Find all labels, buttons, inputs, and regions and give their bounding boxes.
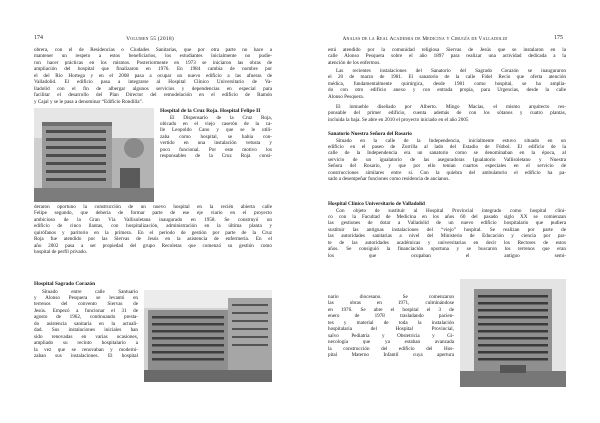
left-intro-lines — [34, 47, 272, 105]
clinico-heading: Hospital Clínico Universitario de Valladolid — [328, 201, 425, 207]
right-page — [300, 0, 600, 423]
text-line: edificio de cinco llantas, con hospitalización, administración en la última planta y — [34, 223, 272, 230]
text-line: Felipe segundo, que debería de formar parte de ese eje viario en el proyecto — [34, 210, 272, 217]
text-line: Con objeto de sustituir al Hospital Provincial integrado como hospital clíni- — [336, 207, 566, 214]
text-line: deraron oportuno la construcción de un nuevo hospital en la recién abierta calle — [34, 204, 272, 210]
text-line: ubicado en el viejo caserón de la ca- — [160, 120, 272, 127]
text-line: terrenos del convento Siervas de — [34, 301, 138, 308]
text-line: edificio en el paseo de Zorrilla al lado del Estadio de Fútbol. El edificio de la — [328, 143, 566, 150]
cruz-roja-heading: Hospital de la Cruz Roja. Hospital Felipe II — [160, 108, 261, 114]
right-intro-paragraph — [328, 47, 566, 66]
text-line: zaba como hospital, se había con- — [160, 133, 272, 140]
text-line: ampliación del hospital que finalizaron en 1976. En 1984 cambia de nombre por — [34, 66, 272, 73]
text-line: sustituir las antiguas instalaciones del “viejo” hospital. Se realizan por parte de — [328, 226, 566, 233]
text-line: dad. Sus instalaciones iniciales han — [34, 327, 138, 334]
text-line: vertido en una instalación vetusta y — [160, 140, 272, 147]
text-line: co con la Facultad de Medicina en los años 60 del pasado siglo XX se comienzan — [328, 213, 566, 220]
cruz-roja-hospital-photo — [34, 108, 154, 202]
rosario-heading: Sanatorio Nuestra Señora del Rosario — [328, 131, 412, 137]
text-line: necología que ya estaban avanzada — [328, 339, 454, 346]
text-line: servicio de un igualatorio de las aseguradoras Igualatorio Vallisoletano y Nuestra — [328, 156, 566, 163]
text-line: lladolid con el fin de albergar algunos servicios y dependencias en especial para — [34, 85, 272, 92]
text-line: las obras en 1971, culminándose — [328, 300, 454, 307]
text-line: incluida la baja. Se abre en 2010 el proyecto iniciado en el año 2005 — [328, 116, 469, 123]
text-line: Situado en la calle de la Independencia, inicialmente estuvo situado en un — [336, 137, 566, 144]
running-head-left: Volumen 55 (2018) — [126, 36, 174, 42]
text-line: zaban sus instalaciones. El hospital — [34, 353, 138, 360]
text-line: ponsable del primer edificio, cuenta además de con los sótanos y cuatro plantas, — [328, 110, 566, 117]
text-line: construcciones similares entre sí. Con la quiebra del ambulatorio el edificio ha pa- — [328, 169, 566, 176]
text-line: do con otro edificio anexo y con entrada propia, para Urgencias, desde la calle — [328, 87, 566, 94]
text-line: calle Alonso Pesquera sobre el año 1897 para realizar una actividad dedicada a la — [328, 53, 566, 60]
text-line: Alonso Pesquera. — [328, 93, 364, 100]
text-line: ron hacer prácticas en los mismos. Posteriormente en 1973 se iniciaron las obras de — [34, 59, 272, 66]
text-line: calle de la Independencia era un sanatorio como se denominaban en la época, al — [328, 150, 566, 157]
sagrado-corazon-photo — [144, 290, 272, 382]
left-intro-paragraph — [34, 47, 272, 105]
clinico-hospital-photo — [460, 279, 566, 387]
text-line: ampliado su recinto hospitalario a — [34, 340, 138, 347]
text-line: atención de los enfermos. — [328, 59, 381, 66]
text-line: tes y material de toda la instalación — [328, 319, 454, 326]
text-line: mantener un respeto a estos beneficiarios, los estudiantes inicialmente no pudie- — [34, 53, 272, 60]
text-line: facilitar el desarrollo del Plan Director del remodelación en el edificio de Ramón — [34, 92, 272, 99]
text-line: las gestiones de dotar a Valladolid de un nuevo edificio hospitalario que pudiera — [328, 220, 566, 227]
text-line: obrera, con el de Residencias o Ciudades Sanitarias, que por otra parte no hace a — [34, 47, 272, 53]
page-number-right: 175 — [554, 35, 563, 41]
text-line: salvo Pediatría y Obstetricia y Gi- — [328, 332, 454, 339]
text-line: agosto de 1962, continuando presta- — [34, 314, 138, 321]
text-line: sado a desempeñar funciones como residencia de ancianos. — [328, 176, 450, 183]
text-line: está atendido por la comunidad religiosa Siervas de Jesús que se instalaron en la — [328, 47, 566, 53]
text-line: Roja fue atendido por las Siervas de Jesús en la asistencia de enfermería. En el — [34, 236, 272, 243]
text-line: en 1976. Se abre el hospital el 3 de — [328, 306, 454, 313]
text-line: el 20 de marzo de 1981. El sanatorio de la calle Fidel Recio que oferta atención — [328, 74, 566, 81]
sagrado-corazon-building — [328, 104, 566, 123]
text-line: médica, fundamentalmente quirúrgica, desde 1981 como hospital, se ha amplia- — [328, 80, 566, 87]
text-line: enero de 1978 trasladando pacien- — [328, 313, 454, 320]
text-line: Señora del Rosario, y que por ello tenían cuartos especiales en el servicio de — [328, 163, 566, 170]
text-line: Valladolid. El edificio pasa a integrarse al Hospital Clínico Universitario de Va- — [34, 79, 272, 86]
text-line: años. Se consiguió la financiación oportuna y se buscaron los terrenos que eran — [328, 246, 566, 253]
text-line: Jesús. Empezó a funcionar el 31 de — [34, 307, 138, 314]
sagrado-corazon-continuation — [328, 68, 566, 100]
text-line: la vez que se renovaban y moderni- — [34, 346, 138, 353]
text-line: las autoridades sanitarias a nivel del Ministerio de Educación y ciencia por par- — [328, 233, 566, 240]
text-line: te de las autoridades académicas y universitarias en decir los Rectores de estos — [328, 239, 566, 246]
text-line: poco funcional. Por este motivo los — [160, 146, 272, 153]
sagrado-corazon-column — [34, 281, 138, 359]
text-line: pital Materno Infantil cuya apertura — [328, 352, 454, 359]
text-line: hospitalaria del Hospital Provincial, — [328, 326, 454, 333]
text-line: nario diocesano. Se comenzaron — [328, 294, 454, 300]
running-head-right: Anales de la Real Academia de Medicina y Cirugía de Valladolid — [342, 36, 508, 42]
text-line: responsables de la Cruz Roja consi- — [160, 153, 272, 160]
cruz-roja-full-text — [34, 204, 272, 256]
text-line: lle Leopoldo Cano y que se le utili- — [160, 127, 272, 134]
text-line: El inmueble diseñado por Alberto. Mingo Macías, el mismo arquitecto res- — [336, 104, 566, 110]
sagrado-corazon-heading: Hospital Sagrado Corazón — [34, 281, 96, 287]
cruz-roja-side-lines — [160, 115, 272, 160]
text-line: Las recientes instalaciones del Sanatorio del Sagrado Corazón se inauguraron — [336, 68, 566, 74]
text-line: Situado entre calle Santuario — [42, 288, 138, 295]
text-line: do asistencia sanitaria en la actuali- — [34, 320, 138, 327]
text-line: los que ocupaban el antiguo semi- — [328, 252, 566, 259]
text-line: y Cajal y se le pasa a denominar “Edificio Rondilla”. — [34, 98, 144, 105]
clinico-side-column — [328, 294, 454, 359]
text-line: la construcción del edificio del Hos- — [328, 345, 454, 352]
page-number-left: 174 — [34, 35, 43, 41]
text-line: El Dispensario de la Cruz Roja, — [170, 114, 272, 121]
rosario-section — [328, 131, 566, 183]
text-line: año 2002 pasa a ser propiedad del grupo Recoletas que comenzó su gestión como — [34, 242, 272, 249]
text-line: sido renovadas en varias ocasiones, — [34, 333, 138, 340]
text-line: quirófanos y paritorio en la primera. En el periodo de gestión por parte de la Cruz — [34, 229, 272, 236]
clinico-section — [328, 201, 566, 259]
cruz-roja-side-column — [160, 108, 272, 160]
text-line: hospital de perfil privado. — [34, 249, 88, 256]
text-line: el del Río Hortega y en el 2008 pasa a ocupar un nuevo edificio a las afueras de — [34, 72, 272, 79]
text-line: y Alonso Pesquera se levantó en — [34, 294, 138, 301]
text-line: ambicioso de la Gran Vía Vallisoletana inaugurado en 1958. Se construyó un — [34, 216, 272, 223]
